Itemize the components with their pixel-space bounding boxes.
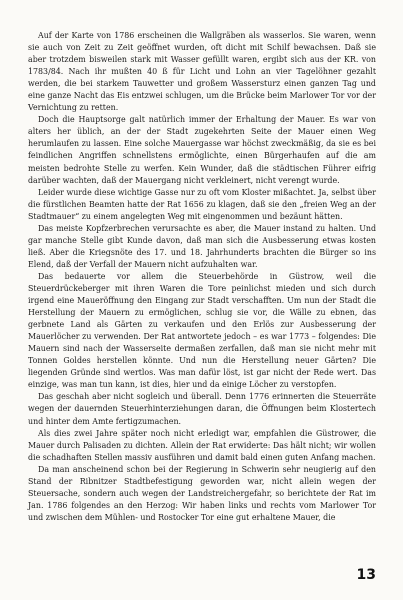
paragraph: Das bedauerte vor allem die Steuerbehörde in Güstrow, weil die Steuerdrückeberger mit ihren Waren die Tore peinlichst mieden und sich durch irgend eine Maueröffnung den Eingang zur Stadt verschafften. Um nun der Stadt die Herstellung der Mauern zu ermöglichen, schlug sie vor, die Wälle zu ebnen, das gerbnete Land als Gärten zu verkaufen und den Erlös zur Ausbesserung der Mauerlöcher zu verwenden. Der Rat antwortete jedoch – es war 1773 – folgendes: Die Mauern sind nach der Wasserseite dermaßen zerfallen, daß man sie nicht mehr mit Tonnen Goldes herstellen könnte. Und nun die Herstellung neuer Gärten? Die liegenden Gründe sind wertlos. Was man dafür löst, ist gar nicht der Rede wert. Das einzige, was man tun kann, ist dies, hier und da einige Löcher zu verstopfen. (28, 271, 376, 390)
paragraph: Das geschah aber nicht sogleich und überall. Denn 1776 erinnerten die Steuerräte wegen der dauernden Steuerhinterziehungen daran, die Öffnungen beim Klostertech und hinter dem Amte fertigzumachen. (28, 392, 376, 426)
paragraph: Da man anscheinend schon bei der Regierung in Schwerin sehr neugierig auf den Stand der Ribnitzer Stadtbefestigung geworden war, nicht allein wegen der Steuersache, sondern auch wegen der Landstreichergefahr, so berichtete der Rat im Jan. 1786 folgendes an den Herzog: Wir haben links und rechts vom Marlower Tor und zwischen dem Mühlen- und Rostocker Tor eine gut erhaltene Mauer, die (28, 464, 376, 522)
body-text (28, 30, 376, 524)
paragraph: Als dies zwei Jahre später noch nicht erledigt war, empfahlen die Güstrower, die Mauer durch Palisaden zu dichten. Allein der Rat erwiderte: Das hält nicht; wir wollen die schadhaften Stellen massiv ausführen und damit bald einen guten Anfang machen. (28, 428, 376, 462)
page-number: 13 (356, 567, 376, 583)
paragraph: Leider wurde diese wichtige Gasse nur zu oft vom Kloster mißachtet. Ja, selbst über die fürstlichen Beamten hatte der Rat 1656 zu klagen, daß sie den „freien Weg an der Stadtmauer“ zu einem angelegten Weg mit eingenommen und bezäunt hätten. (28, 187, 376, 221)
paragraph: Das meiste Kopfzerbrechen verursachte es aber, die Mauer instand zu halten. Und gar manche Stelle gibt Kunde davon, daß man sich die Ausbesserung etwas kosten ließ. Aber die Kriegsnöte des 17. und 18. Jahrhunderts brachten die Bürger so ins Elend, daß der Verfall der Mauern nicht aufzuhalten war. (28, 223, 376, 269)
paragraph: Doch die Hauptsorge galt natürlich immer der Erhaltung der Mauer. Es war von alters her üblich, an der der Stadt zugekehrten Seite der Mauer einen Weg herumlaufen zu lassen. Eine solche Mauergasse war höchst zweckmäßig, da sie es bei feindlichen Angriffen schnellstens ermöglichte, einen Bürgerhaufen auf die am meisten bedrohte Stelle zu werfen. Kein Wunder, daß die städtischen Führer eifrig darüber wachten, daß der Mauergang nicht verkleinert, nicht verengt wurde. (28, 115, 376, 185)
paragraph: Auf der Karte von 1786 erscheinen die Wallgräben als wasserlos. Sie waren, wenn sie auch von Zeit zu Zeit geöffnet wurden, oft dicht mit Schilf bewachsen. Daß sie aber trotzdem bisweilen stark mit Wasser gefüllt waren, ergibt sich aus der KR. von 1783/84. Nach ihr mußten 40 ß für Licht und Lohn an vier Tagelöhner gezahlt werden, die bei starkem Tauwetter und großem Wassersturz einen ganzen Tag und eine ganze Nacht das Eis entzwei schlugen, um die Brücke beim Marlower Tor vor der Vernichtung zu retten. (28, 31, 376, 113)
